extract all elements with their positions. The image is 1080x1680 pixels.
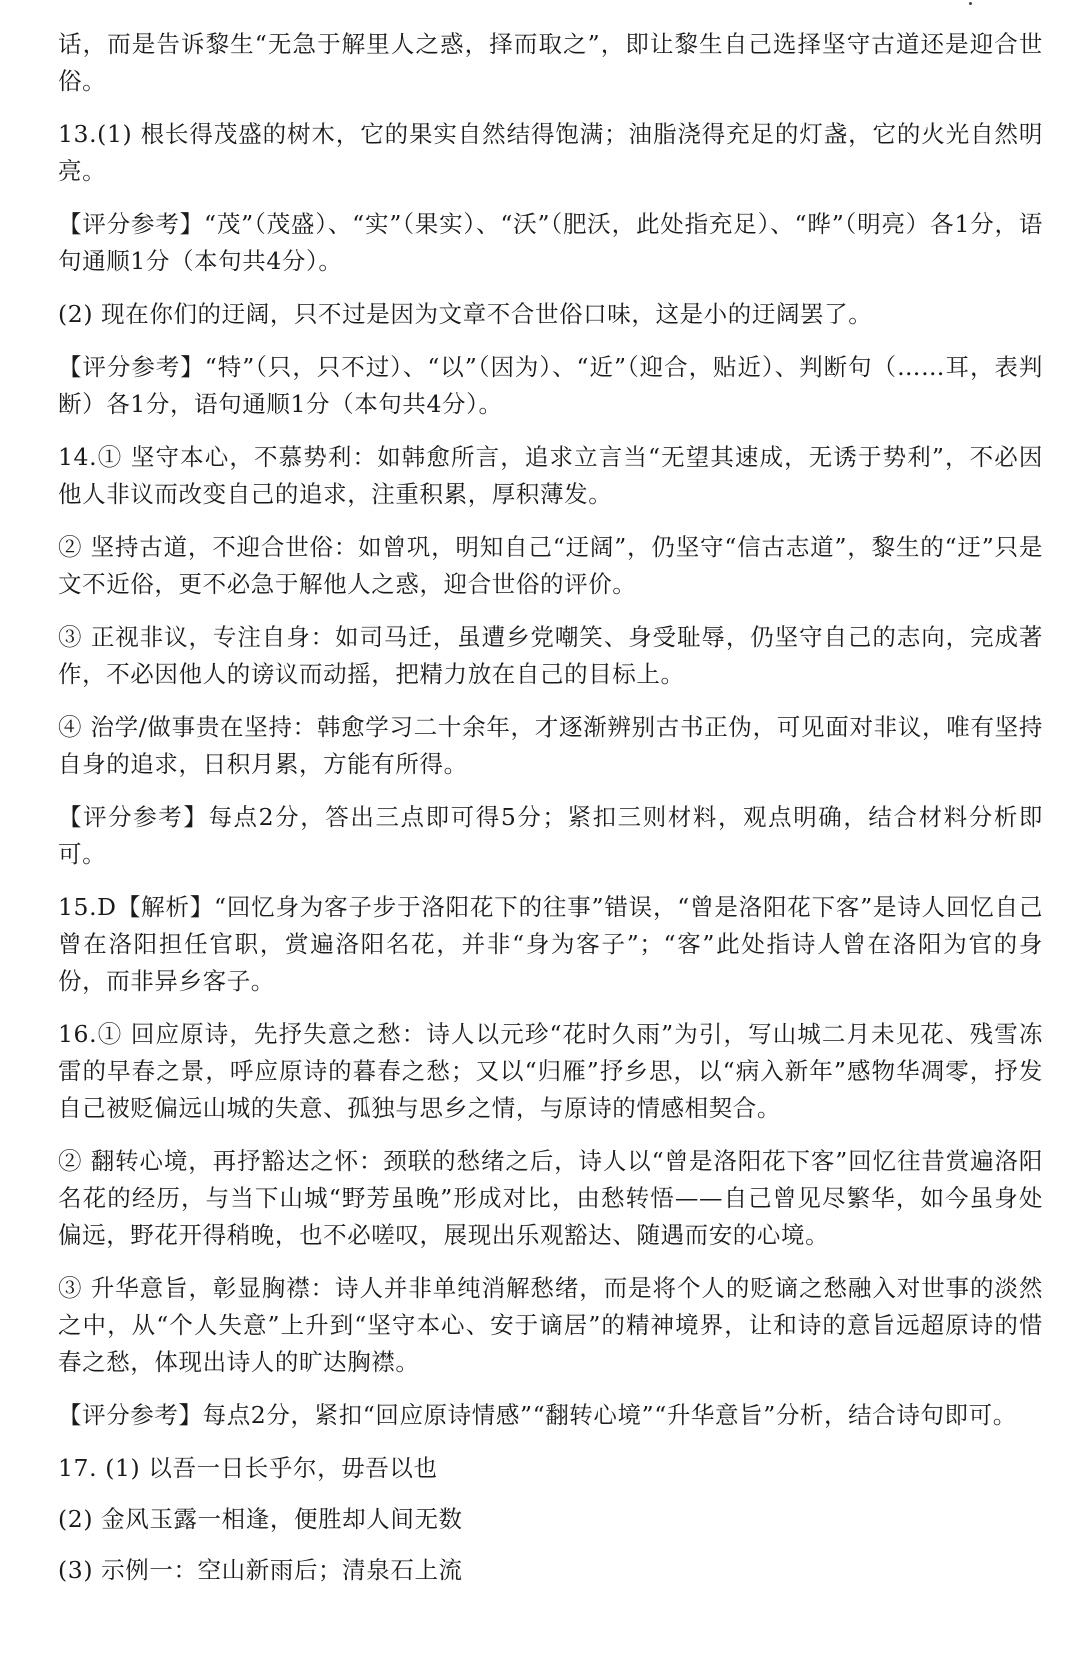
answer-17-1: 17. (1) 以吾一日长乎尔，毋吾以也: [58, 1454, 438, 1482]
scoring-note-14: 【评分参考】每点2分，答出三点即可得5分；紧扣三则材料，观点明确，结合材料分析即可。: [58, 803, 1043, 868]
answer-document: [58, 26, 1043, 1603]
answer-16-point-3: ③ 升华意旨，彰显胸襟：诗人并非单纯消解愁绪，而是将个人的贬谪之愁融入对世事的淡然之中，从“个人失意”上升到“坚守本心、安于谪居”的精神境界，让和诗的意旨远超原诗的惜春之愁，体现出诗人的旷达胸襟。: [58, 1274, 1043, 1376]
answer-16-point-1: 16.① 回应原诗，先抒失意之愁：诗人以元珍“花时久雨”为引，写山城二月未见花、残雪冻雷的早春之景，呼应原诗的暮春之愁；又以“归雁”抒乡思，以“病入新年”感物华凋零，抒发自己被贬偏远山城的失意、孤独与思乡之情，与原诗的情感相契合。: [58, 1020, 1043, 1122]
answer-15: 15.D【解析】“回忆身为客子步于洛阳花下的往事”错误，“曾是洛阳花下客”是诗人回忆自己曾在洛阳担任官职，赏遍洛阳名花，并非“身为客子”；“客”此处指诗人曾在洛阳为官的身份，而非异乡客子。: [58, 893, 1043, 995]
scoring-note-13-2: 【评分参考】“特”（只，只不过）、“以”（因为）、“近”（迎合，贴近）、判断句（……耳，表判断）各1分，语句通顺1分（本句共4分）。: [58, 353, 1043, 418]
answer-16-point-2: ② 翻转心境，再抒豁达之怀：颈联的愁绪之后，诗人以“曾是洛阳花下客”回忆往昔赏遍洛阳名花的经历，与当下山城“野芳虽晚”形成对比，由愁转悟——自己曾见尽繁华，如今虽身处偏远，野花开得稍晚，也不必嗟叹，展现出乐观豁达、随遇而安的心境。: [58, 1147, 1043, 1249]
answer-14-point-2: ② 坚持古道，不迎合世俗：如曾巩，明知自己“迂阔”，仍坚守“信古志道”，黎生的“迂”只是文不近俗，更不必急于解他人之惑，迎合世俗的评价。: [58, 533, 1043, 598]
scan-dot: [969, 2, 972, 5]
answer-14-point-3: ③ 正视非议，专注自身：如司马迁，虽遭乡党嘲笑、身受耻辱，仍坚守自己的志向，完成著作，不必因他人的谤议而动摇，把精力放在自己的目标上。: [58, 623, 1043, 688]
paragraph-12-continuation: 话，而是告诉黎生“无急于解里人之惑，择而取之”，即让黎生自己选择坚守古道还是迎合世俗。: [58, 30, 1043, 95]
scoring-note-13-1: 【评分参考】“茂”（茂盛）、“实”（果实）、“沃”（肥沃，此处指充足）、“晔”（明亮）各1分，语句通顺1分（本句共4分）。: [58, 210, 1043, 275]
answer-14-point-4: ④ 治学/做事贵在坚持：韩愈学习二十余年，才逐渐辨别古书正伪，可见面对非议，唯有坚持自身的追求，日积月累，方能有所得。: [58, 713, 1043, 778]
scoring-note-16: 【评分参考】每点2分，紧扣“回应原诗情感”“翻转心境”“升华意旨”分析，结合诗句即可。: [58, 1401, 1017, 1429]
answer-17-2: (2) 金风玉露一相逢，便胜却人间无数: [58, 1505, 463, 1533]
answer-14-point-1: 14.① 坚守本心，不慕势利：如韩愈所言，追求立言当“无望其速成，无诱于势利”，不必因他人非议而改变自己的追求，注重积累，厚积薄发。: [58, 443, 1043, 508]
answer-17-3: (3) 示例一：空山新雨后；清泉石上流: [58, 1556, 463, 1584]
answer-13-2: (2) 现在你们的迂阔，只不过是因为文章不合世俗口味，这是小的迂阔罢了。: [58, 300, 873, 328]
answer-13-1: 13.(1) 根长得茂盛的树木，它的果实自然结得饱满；油脂浇得充足的灯盏，它的火光自然明亮。: [58, 120, 1043, 185]
